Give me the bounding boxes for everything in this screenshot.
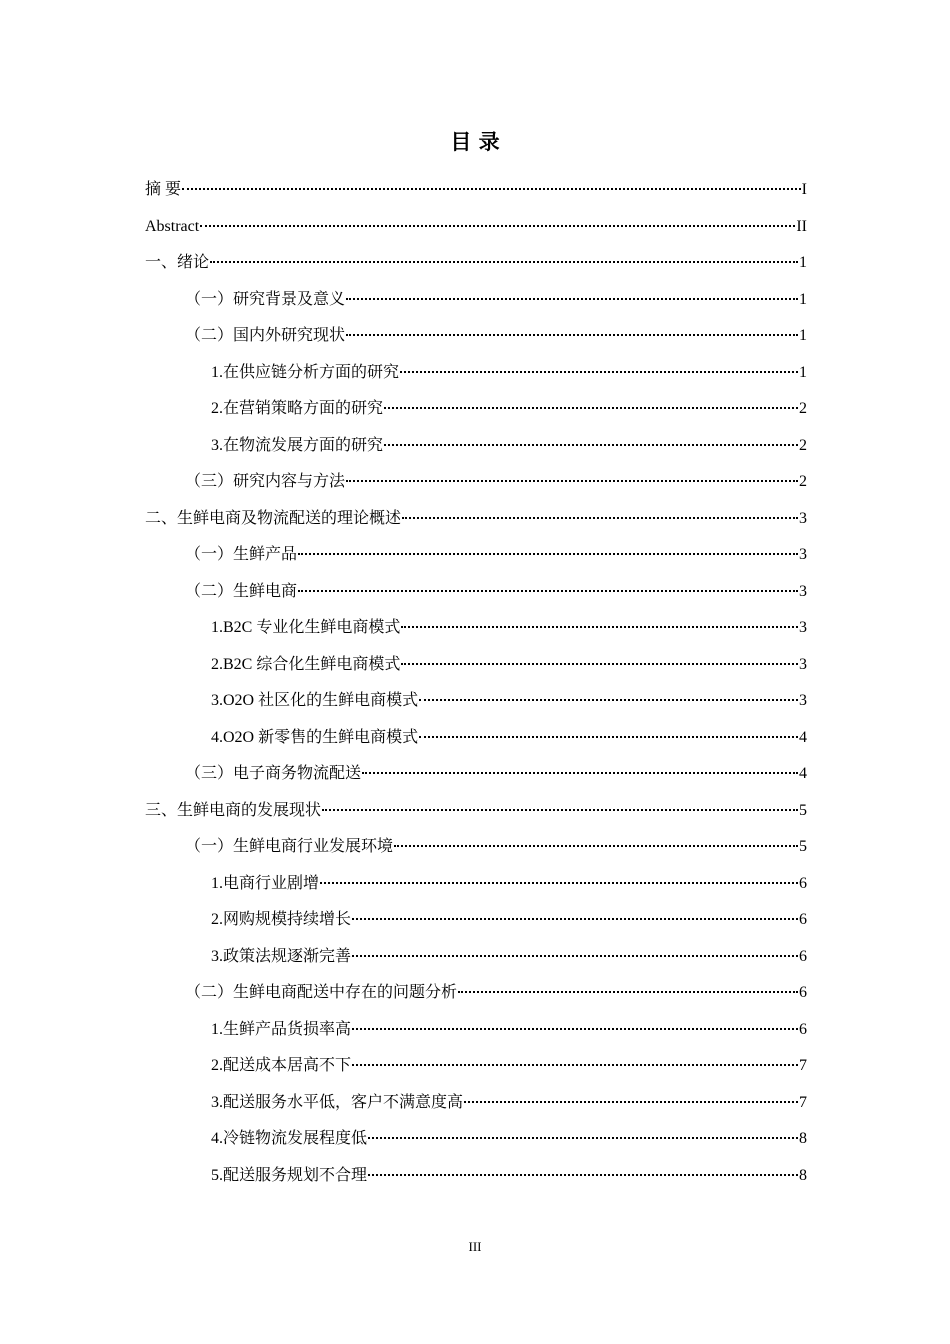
toc-entry-label: （一）生鲜电商行业发展环境 [185, 838, 394, 855]
toc-entry-page: 3 [799, 619, 807, 636]
toc-entry-label: （三）研究内容与方法 [185, 473, 346, 490]
toc-entry[interactable] [145, 355, 807, 392]
toc-entry-page: 1 [799, 290, 807, 308]
toc-entry-page: 1 [799, 363, 807, 381]
toc-dot-leader [362, 772, 798, 774]
toc-entry-label: 4.O2O 新零售的生鲜电商模式 [211, 728, 419, 746]
toc-entry[interactable] [145, 574, 807, 611]
toc-entry[interactable] [145, 245, 807, 282]
toc-entry-page: 8 [799, 1130, 807, 1147]
toc-entry-label: 1.生鲜产品货损率高 [211, 1020, 352, 1038]
toc-dot-leader [352, 1028, 798, 1030]
toc-dot-leader [322, 809, 798, 811]
toc-dot-leader [210, 261, 798, 263]
toc-entry-label: 3.配送服务水平低，客户不满意度高 [211, 1093, 464, 1111]
toc-dot-leader [419, 699, 798, 701]
toc-dot-leader [346, 334, 798, 336]
toc-entry[interactable] [145, 866, 807, 903]
toc-dot-leader [464, 1101, 798, 1103]
toc-entry-page: 1 [799, 327, 807, 344]
toc-dot-leader [400, 371, 798, 373]
toc-entry[interactable] [145, 1158, 807, 1195]
toc-entry[interactable] [145, 647, 807, 684]
toc-entry-label: 3.O2O 社区化的生鲜电商模式 [211, 692, 419, 709]
toc-entry[interactable] [145, 793, 807, 830]
toc-entry-page: 3 [799, 509, 807, 527]
toc-entry-label: 2.B2C 综合化生鲜电商模式 [211, 655, 401, 673]
toc-entry-label: （三）电子商务物流配送 [185, 765, 362, 782]
toc-entry-label: 4.冷链物流发展程度低 [211, 1130, 368, 1147]
toc-entry[interactable] [145, 975, 807, 1012]
toc-entry[interactable] [145, 683, 807, 720]
toc-entry-page: 6 [799, 911, 807, 928]
toc-entry-page: 6 [799, 1020, 807, 1038]
toc-entry-label: 2.网购规模持续增长 [211, 911, 352, 928]
toc-dot-leader [384, 407, 798, 409]
toc-entry-page: 8 [799, 1166, 807, 1184]
toc-dot-leader [384, 444, 798, 446]
toc-entry[interactable] [145, 391, 807, 428]
toc-entry-label: 3.在物流发展方面的研究 [211, 436, 384, 454]
toc-entry[interactable] [145, 939, 807, 976]
toc-entry[interactable] [145, 720, 807, 757]
toc-dot-leader [368, 1174, 798, 1176]
table-of-contents [145, 172, 807, 1194]
toc-entry-page: 7 [799, 1057, 807, 1074]
toc-entry[interactable] [145, 537, 807, 574]
toc-dot-leader [182, 188, 801, 190]
toc-entry-page: 5 [799, 801, 807, 819]
toc-entry[interactable] [145, 318, 807, 355]
toc-dot-leader [346, 480, 798, 482]
toc-dot-leader [352, 1064, 798, 1066]
toc-entry[interactable] [145, 1085, 807, 1122]
toc-dot-leader [402, 517, 798, 519]
toc-entry-label: 一、绪论 [145, 254, 210, 271]
toc-entry-page: 3 [799, 655, 807, 673]
toc-entry-page: 6 [799, 947, 807, 965]
toc-entry[interactable] [145, 1048, 807, 1085]
toc-entry[interactable] [145, 1012, 807, 1049]
toc-entry-page: 4 [799, 728, 807, 746]
toc-entry-page: 2 [799, 436, 807, 454]
toc-entry-page: 3 [799, 582, 807, 600]
toc-dot-leader [458, 991, 798, 993]
toc-entry-page: 2 [799, 400, 807, 417]
toc-entry[interactable] [145, 172, 807, 209]
toc-entry-label: （二）生鲜电商 [185, 582, 298, 600]
toc-entry[interactable] [145, 829, 807, 866]
toc-entry-label: Abstract [145, 217, 200, 235]
toc-entry-label: 2.配送成本居高不下 [211, 1057, 352, 1074]
toc-entry-page: 2 [799, 473, 807, 490]
toc-entry-page: II [796, 217, 807, 235]
toc-dot-leader [394, 845, 798, 847]
toc-dot-leader [298, 590, 798, 592]
toc-dot-leader [346, 298, 798, 300]
toc-dot-leader [401, 626, 798, 628]
toc-entry[interactable] [145, 610, 807, 647]
toc-entry[interactable] [145, 282, 807, 319]
toc-entry-page: 3 [799, 692, 807, 709]
toc-entry-page: 6 [799, 984, 807, 1001]
toc-entry[interactable] [145, 209, 807, 246]
toc-dot-leader [200, 225, 795, 227]
toc-entry-page: 4 [799, 765, 807, 782]
toc-entry-page: I [801, 181, 807, 198]
toc-entry-label: （一）生鲜产品 [185, 546, 298, 563]
toc-entry-label: 摘 要 [145, 181, 182, 198]
toc-entry-page: 3 [799, 546, 807, 563]
toc-entry[interactable] [145, 756, 807, 793]
toc-entry-page: 7 [799, 1093, 807, 1111]
toc-entry[interactable] [145, 501, 807, 538]
toc-entry-label: 1.电商行业剧增 [211, 874, 320, 892]
toc-entry-label: （二）生鲜电商配送中存在的问题分析 [185, 984, 458, 1001]
toc-entry-label: 二、生鲜电商及物流配送的理论概述 [145, 509, 402, 527]
toc-entry-page: 6 [799, 874, 807, 892]
toc-entry[interactable] [145, 902, 807, 939]
toc-dot-leader [401, 663, 798, 665]
toc-entry-label: （二）国内外研究现状 [185, 327, 346, 344]
toc-entry-label: 5.配送服务规划不合理 [211, 1166, 368, 1184]
toc-dot-leader [352, 918, 798, 920]
toc-entry[interactable] [145, 1121, 807, 1158]
toc-entry-page: 5 [799, 838, 807, 855]
toc-dot-leader [419, 736, 798, 738]
toc-entry-label: （一）研究背景及意义 [185, 290, 346, 308]
toc-entry-label: 三、生鲜电商的发展现状 [145, 801, 322, 819]
toc-entry-label: 3.政策法规逐渐完善 [211, 947, 352, 965]
toc-entry[interactable] [145, 428, 807, 465]
toc-entry-page: 1 [799, 254, 807, 271]
toc-dot-leader [368, 1137, 798, 1139]
toc-dot-leader [320, 882, 798, 884]
toc-dot-leader [352, 955, 798, 957]
toc-entry[interactable] [145, 464, 807, 501]
toc-dot-leader [298, 553, 798, 555]
toc-entry-label: 2.在营销策略方面的研究 [211, 400, 384, 417]
toc-entry-label: 1.在供应链分析方面的研究 [211, 363, 400, 381]
page-title: 目 录 [450, 129, 500, 154]
page-number: III [468, 1239, 482, 1254]
toc-entry-label: 1.B2C 专业化生鲜电商模式 [211, 619, 401, 636]
